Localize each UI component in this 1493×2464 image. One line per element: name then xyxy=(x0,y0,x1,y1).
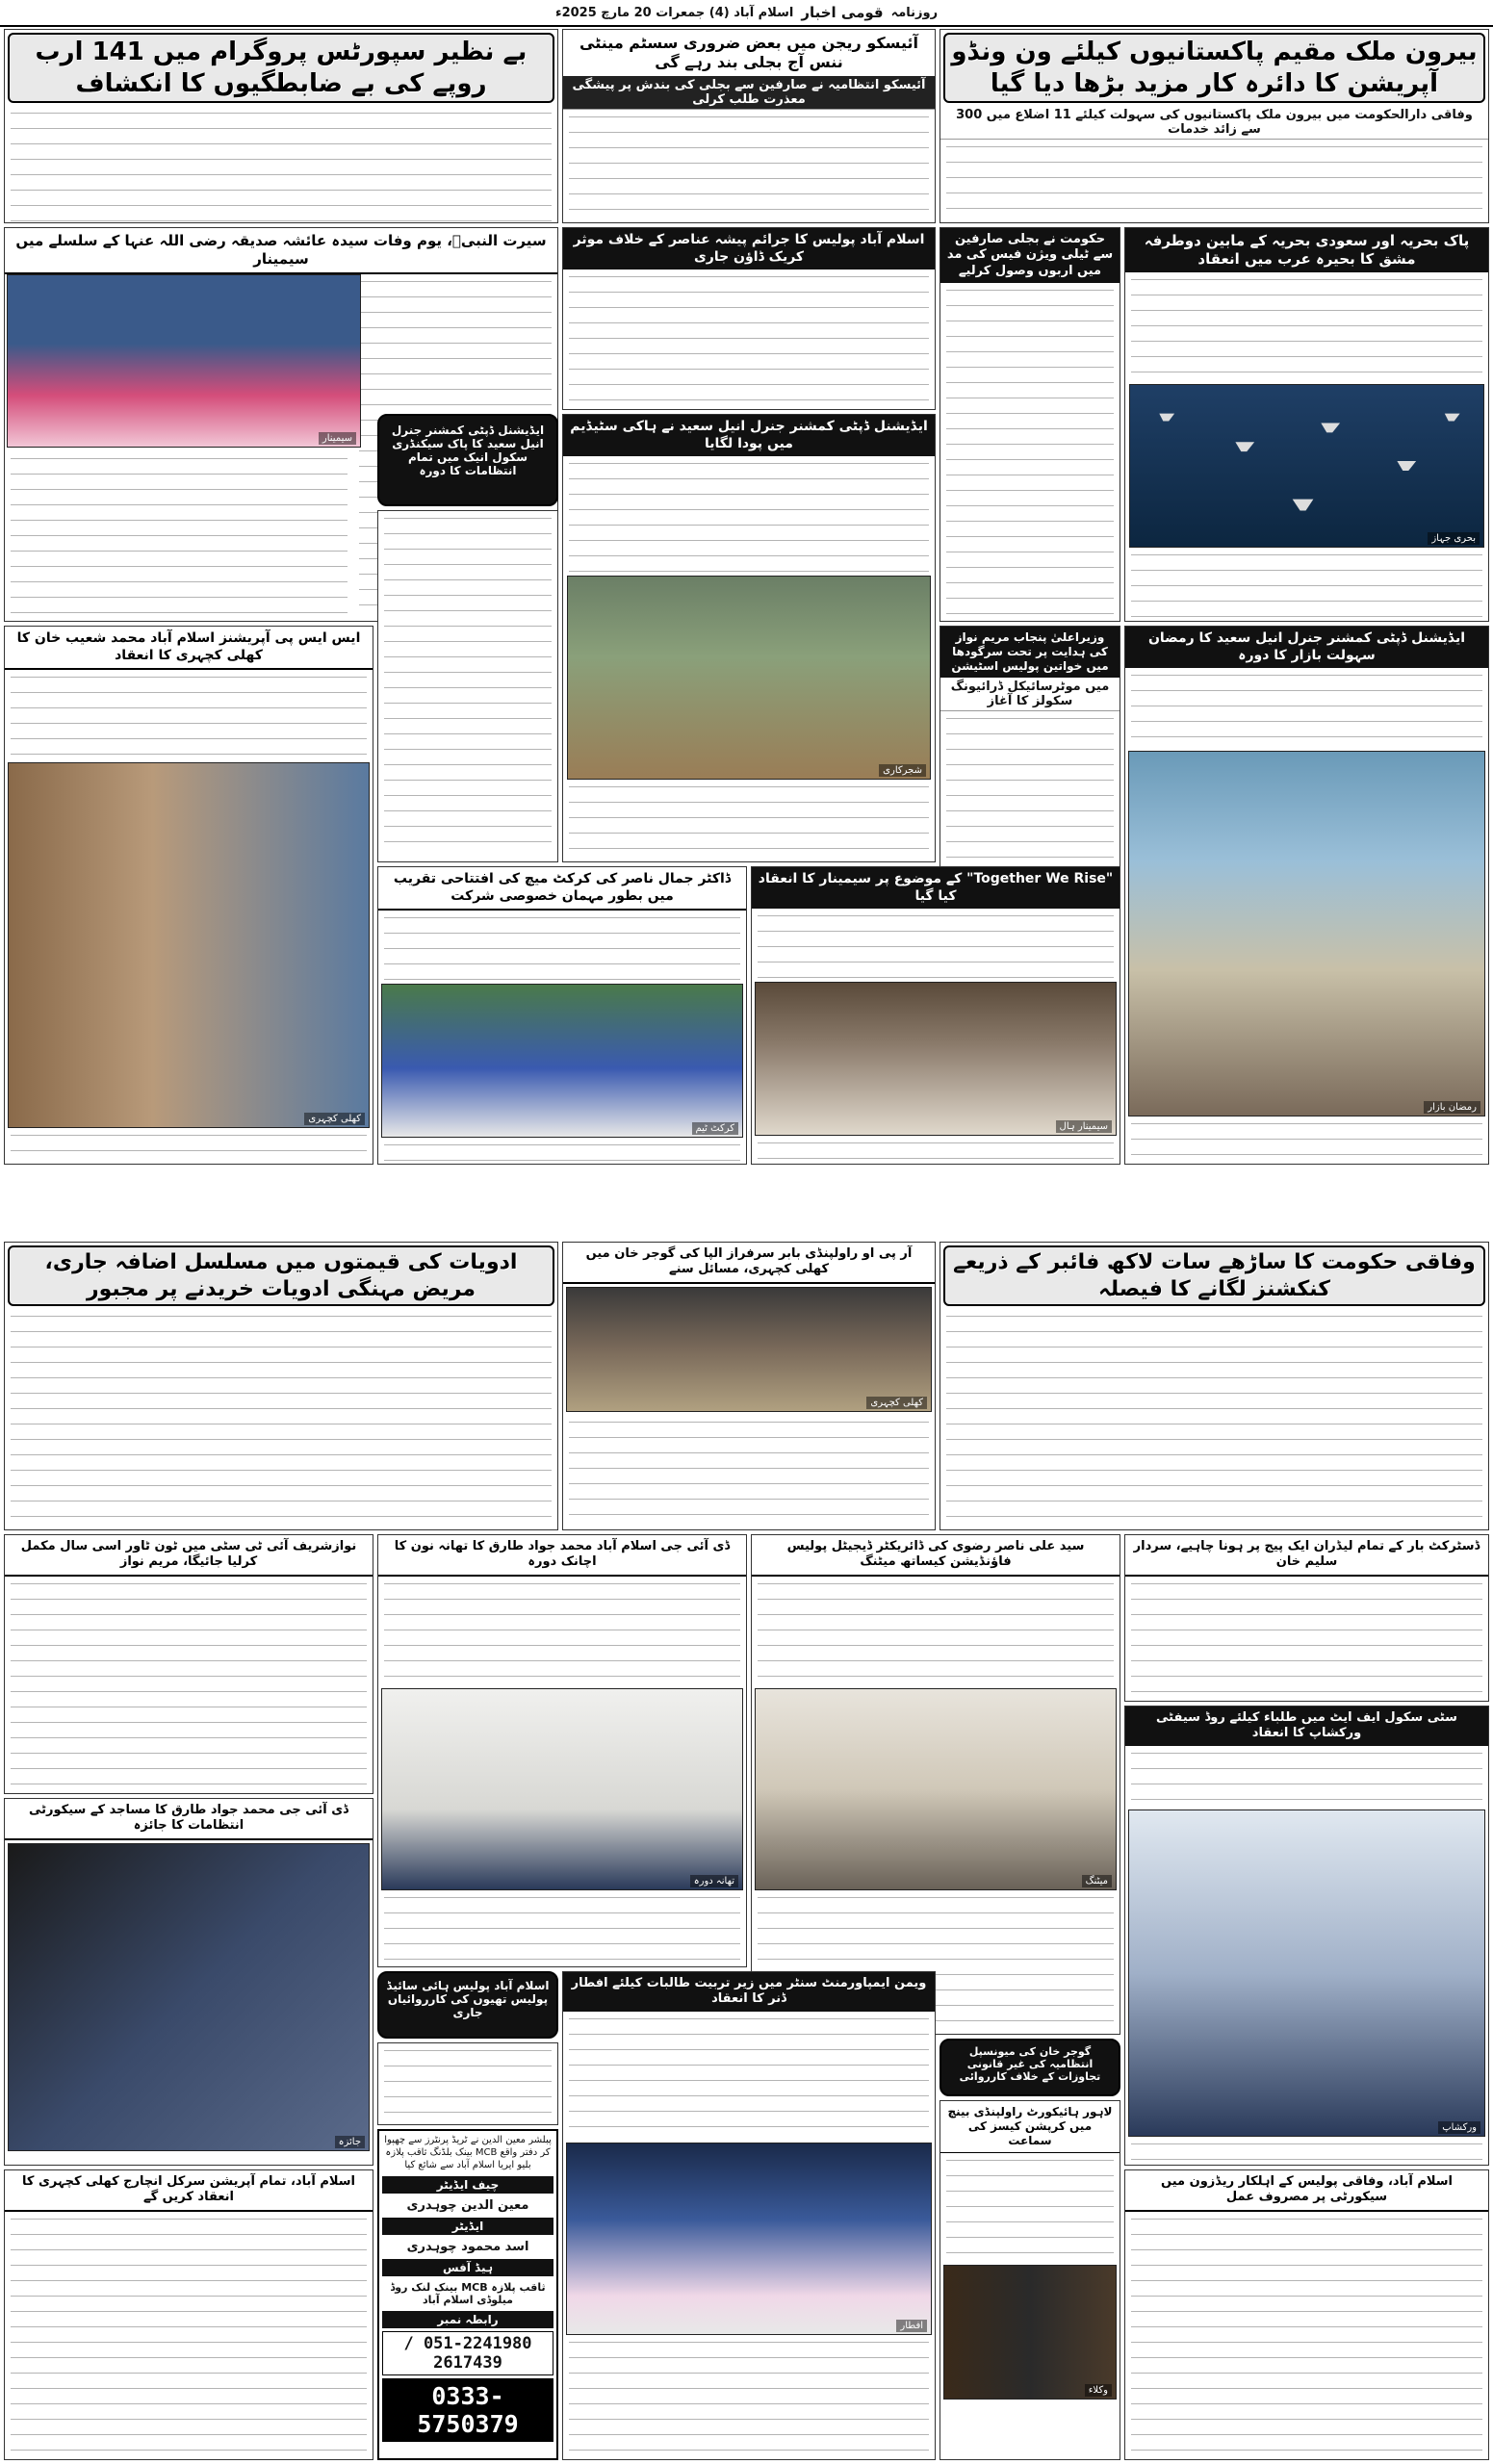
article-body xyxy=(11,673,367,759)
article-body xyxy=(1131,2140,1482,2167)
article-govt-electricity xyxy=(940,227,1120,622)
article-headline: سیرت النبیؐ، یوم وفات سیدہ عائشہ صدیقہ رضی اللہ عنہا کے سلسلے میں سیمینار xyxy=(5,228,557,274)
article-body xyxy=(946,286,1114,622)
article-headline: آر پی او راولپنڈی بابر سرفراز الپا کی گوجر خان میں کھلی کچہری، مسائل سنے xyxy=(563,1243,935,1284)
article-dig-mosques xyxy=(4,1798,373,2166)
article-adc-school-body xyxy=(377,510,558,862)
article-body xyxy=(946,2156,1114,2262)
article-body xyxy=(384,1893,740,1968)
ships-icon xyxy=(1130,385,1483,547)
photo-caption: بحری جہاز xyxy=(1428,532,1480,545)
photo-caption: تھانہ دورہ xyxy=(690,1875,738,1887)
office-address: ثاقب پلازہ MCB بینک لنک روڈ میلوڈی اسلام آباد xyxy=(390,2281,546,2306)
article-headline: ڈسٹرکٹ بار کے تمام لیڈران ایک پیج پر ہونا چاہیے، سردار سلیم خان xyxy=(1125,1535,1488,1577)
paper-name: قومی اخبار xyxy=(801,4,884,21)
article-headline: بے نظیر سپورٹس پروگرام میں 141 ارب روپے کی بے ضابطگیوں کا انکشاف xyxy=(8,33,554,103)
article-islamabad-operations xyxy=(4,2169,373,2460)
article-body xyxy=(1131,275,1482,381)
ships-photo xyxy=(1129,384,1484,548)
article-headline: ویمن ایمپاورمنٹ سنٹر میں زیر تربیت طالبات کیلئے افطار ڈنر کا انعقاد xyxy=(563,1972,935,2012)
side-police-box: اسلام آباد پولیس ہائی سائیڈ پولیس تھیوں کی کارروائیاں جاری xyxy=(377,1971,558,2039)
rawalpindi-meeting-photo xyxy=(566,1287,932,1412)
photo-caption: سیمینار xyxy=(319,432,356,445)
article-body xyxy=(758,1139,1114,1165)
article-subheadline: وفاقی دارالحکومت میں بیرون ملک پاکستانیوں کی سہولت کیلئے 11 اضلاع میں 300 سے زائد خدمات xyxy=(940,106,1488,140)
article-headline: ایڈیشنل ڈپٹی کمشنر جنرل انیل سعید نے ہاکی سٹیڈیم میں پودا لگایا xyxy=(563,415,935,456)
article-sports-talent xyxy=(4,29,558,223)
imprint-box xyxy=(377,2129,558,2460)
article-together-rise xyxy=(751,866,1120,1165)
adc-school-box: ایڈیشنل ڈپٹی کمشنر جنرل انیل سعید کا پاک سیکنڈری سکول انیک میں تمام انتظامات کا دورہ xyxy=(377,414,558,506)
article-body xyxy=(758,1579,1114,1685)
photo-caption: سیمینار ہال xyxy=(1056,1120,1112,1133)
lawyers-photo xyxy=(943,2265,1117,2400)
article-body xyxy=(569,459,929,573)
photo-caption: کھلی کچہری xyxy=(304,1113,365,1125)
chief-editor-label: چیف ایڈیٹر xyxy=(382,2176,553,2194)
article-body xyxy=(11,1579,367,1795)
school-workshop-photo xyxy=(1128,1810,1485,2137)
together-hall-photo xyxy=(755,982,1117,1136)
article-subheadline: آئیسکو انتظامیہ نے صارفین سے بجلی کی بندش پر پیشگی معذرت طلب کرلی xyxy=(563,76,935,110)
masthead xyxy=(0,0,1493,27)
article-body xyxy=(11,109,552,223)
article-ssp-court xyxy=(4,626,373,1165)
article-body xyxy=(384,913,740,981)
article-headline: پاک بحریہ اور سعودی بحریہ کے مابین دوطرفہ مشق کا بحیرہ عرب میں انعقاد xyxy=(1125,228,1488,272)
article-headline: وفاقی حکومت کا ساڑھے سات لاکھ فائبر کے ذریعے کنکشنز لگانے کا فیصلہ xyxy=(943,1245,1485,1306)
ssp-office-photo xyxy=(8,762,370,1128)
article-body xyxy=(1131,1119,1482,1165)
article-body xyxy=(11,1131,367,1165)
seminar-photo xyxy=(7,274,361,448)
article-headline: اسلام آباد، وفاقی پولیس کے اہلکار ریڈزون میں سیکورٹی پر مصروف عمل xyxy=(1125,2170,1488,2212)
editor-name: اسد محمود چوہدری xyxy=(406,2240,529,2254)
article-headline: حکومت نے بجلی صارفین سے ٹیلی ویژن فیس کی مد میں اربوں وصول کرلیے xyxy=(940,228,1120,283)
article-pakistan-saudi xyxy=(1124,227,1489,622)
article-headline: "Together We Rise" کے موضوع پر سیمینار کا انعقاد کیا گیا xyxy=(752,867,1120,909)
photo-caption: رمضان بازار xyxy=(1424,1101,1480,1114)
article-excise-security xyxy=(1124,2169,1489,2460)
article-body xyxy=(384,514,552,857)
article-headline: ایس ایس پی آپریشنز اسلام آباد محمد شعیب خان کا کھلی کچہری کا انعقاد xyxy=(5,627,373,670)
article-federal-govt-fibre xyxy=(940,1242,1489,1530)
head-office-label: ہیڈ آفس xyxy=(382,2259,553,2276)
article-body xyxy=(569,783,929,862)
article-body xyxy=(946,1312,1482,1530)
article-adc-ramzan xyxy=(1124,626,1489,1165)
dig-station-photo xyxy=(381,1688,743,1890)
article-headline: ڈی آئی جی اسلام آباد محمد جواد طارق کا تھانہ نون کا اچانک دورہ xyxy=(378,1535,746,1577)
article-pakistanis-abroad xyxy=(940,29,1489,223)
tree-planting-photo xyxy=(567,576,931,780)
article-body xyxy=(569,272,929,410)
phone-label: رابطہ نمبر xyxy=(382,2311,553,2328)
article-cricket-ceremony xyxy=(377,866,747,1165)
article-school-awareness xyxy=(1124,1706,1489,2166)
article-headline: آئیسکو ریجن میں بعض ضروری سسٹم مینٹی ننس آج بجلی بند رہے گی xyxy=(579,34,918,71)
publisher-text: پبلشر معین الدین نے ٹریڈ پرنٹرز سے چھپوا کر دفتر واقع MCB بینک بلڈنگ ثاقب پلازہ بلیو ایریا اسلام آباد سے شائع کیا xyxy=(384,2135,552,2170)
gujar-khan-box: گوجر خان کی میونسپل انتظامیہ کی غیر قانونی تجاوزات کے خلاف کارروائی xyxy=(940,2039,1120,2096)
article-body xyxy=(1131,551,1482,623)
article-lahore-university xyxy=(940,2100,1120,2460)
article-headline: ادویات کی قیمتوں میں مسلسل اضافہ جاری، مریض مہنگی ادویات خریدنے پر مجبور xyxy=(8,1245,554,1306)
photo-caption: افطار xyxy=(896,2320,927,2332)
article-body xyxy=(1131,1579,1482,1703)
article-headline: سید علی ناصر رضوی کی ڈائریکٹر ڈیجیٹل پولیس فاؤنڈیشن کیساتھ میٹنگ xyxy=(752,1535,1120,1577)
photo-caption: کرکٹ ٹیم xyxy=(692,1122,739,1135)
article-dig-station xyxy=(377,1534,747,1967)
article-body xyxy=(569,2015,929,2140)
article-headline: وزیراعلیٰ پنجاب مریم نواز کی ہدایت پر تحت سرگودھا میں خواتین پولیس اسٹیشن xyxy=(940,627,1120,678)
article-body xyxy=(11,454,348,618)
article-headline: ڈی آئی جی محمد جواد طارق کا مساجد کے سیکورٹی انتظامات کا جائزہ xyxy=(5,1799,373,1840)
article-iftar-event xyxy=(562,1971,936,2460)
article-district-union xyxy=(1124,1534,1489,1702)
article-body xyxy=(384,1579,740,1685)
article-body xyxy=(758,911,1114,979)
ramzan-bazaar-photo xyxy=(1128,751,1485,1116)
photo-caption: جائزہ xyxy=(335,2136,365,2148)
article-headline: ڈاکٹر جمال ناصر کی کرکٹ میچ کی افتتاحی تقریب میں بطور مہمان خصوصی شرکت xyxy=(378,867,746,911)
article-body xyxy=(384,1141,740,1165)
photo-caption: میٹنگ xyxy=(1082,1875,1112,1887)
article-islamabad-police xyxy=(562,227,936,410)
article-body xyxy=(1131,2215,1482,2461)
article-body xyxy=(569,113,929,223)
article-body xyxy=(1131,671,1482,748)
article-power-outage xyxy=(562,29,936,223)
photo-caption: شجرکاری xyxy=(879,764,926,777)
article-body xyxy=(569,2338,929,2453)
dig-mosque-photo xyxy=(8,1843,370,2151)
photo-caption: کھلی کچہری xyxy=(866,1397,927,1409)
article-headline: ایڈیشنل ڈپٹی کمشنر جنرل انیل سعید کا رمضان سہولت بازار کا دورہ xyxy=(1125,627,1488,668)
article-headline: اسلام آباد، تمام آپریشن سرکل انچارج کھلی کچہری کا انعقاد کریں گے xyxy=(5,2170,373,2212)
article-nawaz-sharif xyxy=(4,1534,373,1794)
article-headline: سٹی سکول ایف ایٹ میں طلباء کیلئے روڈ سیفٹی ورکشاپ کا انعقاد xyxy=(1125,1707,1488,1746)
article-body xyxy=(569,1418,929,1524)
article-headline: لاہور ہائیکورٹ راولپنڈی بینچ میں کرپشن کیسز کی سماعت xyxy=(940,2101,1120,2153)
article-adc-sports xyxy=(562,414,936,862)
article-body xyxy=(384,2046,552,2123)
article-headline: نوازشریف آئی ٹی سٹی میں ٹون ٹاور اسی سال مکمل کرلیا جائیگا، مریم نواز xyxy=(5,1535,373,1577)
article-medicine-prices xyxy=(4,1242,558,1530)
photo-caption: ورکشاپ xyxy=(1438,2121,1480,2134)
article-body xyxy=(946,142,1482,223)
masthead-date: اسلام آباد (4) جمعرات 20 مارچ 2025ء xyxy=(554,5,794,20)
article-rawalpindi-court xyxy=(562,1242,936,1530)
phone-number-2: 0333-5750379 xyxy=(382,2378,553,2442)
masthead-label: روزنامہ xyxy=(890,5,939,20)
article-dig-foundation xyxy=(751,1534,1120,2035)
editor-label: ایڈیٹر xyxy=(382,2218,553,2235)
article-body xyxy=(11,2215,367,2461)
photo-caption: وکلاء xyxy=(1085,2384,1112,2397)
article-side-police-body xyxy=(377,2042,558,2125)
cricket-team-photo xyxy=(381,984,743,1138)
article-body xyxy=(11,1312,552,1530)
chief-editor-name: معین الدین چوہدری xyxy=(406,2198,529,2213)
article-subheadline: میں موٹرسائیکل ڈرائیونگ سکولز کا آغاز xyxy=(940,678,1120,711)
foundation-meeting-photo xyxy=(755,1688,1117,1890)
iftar-group-photo xyxy=(566,2143,932,2335)
article-headline: بیرون ملک مقیم پاکستانیوں کیلئے ون ونڈو آپریشن کا دائرہ کار مزید بڑھا دیا گیا xyxy=(943,33,1485,103)
article-headline: اسلام آباد پولیس کا جرائم پیشہ عناصر کے خلاف موثر کریک ڈاؤن جاری xyxy=(563,228,935,270)
article-body xyxy=(1131,1749,1482,1807)
article-women-police xyxy=(940,626,1120,901)
phone-number-1: 051-2241980 / 2617439 xyxy=(382,2331,553,2375)
